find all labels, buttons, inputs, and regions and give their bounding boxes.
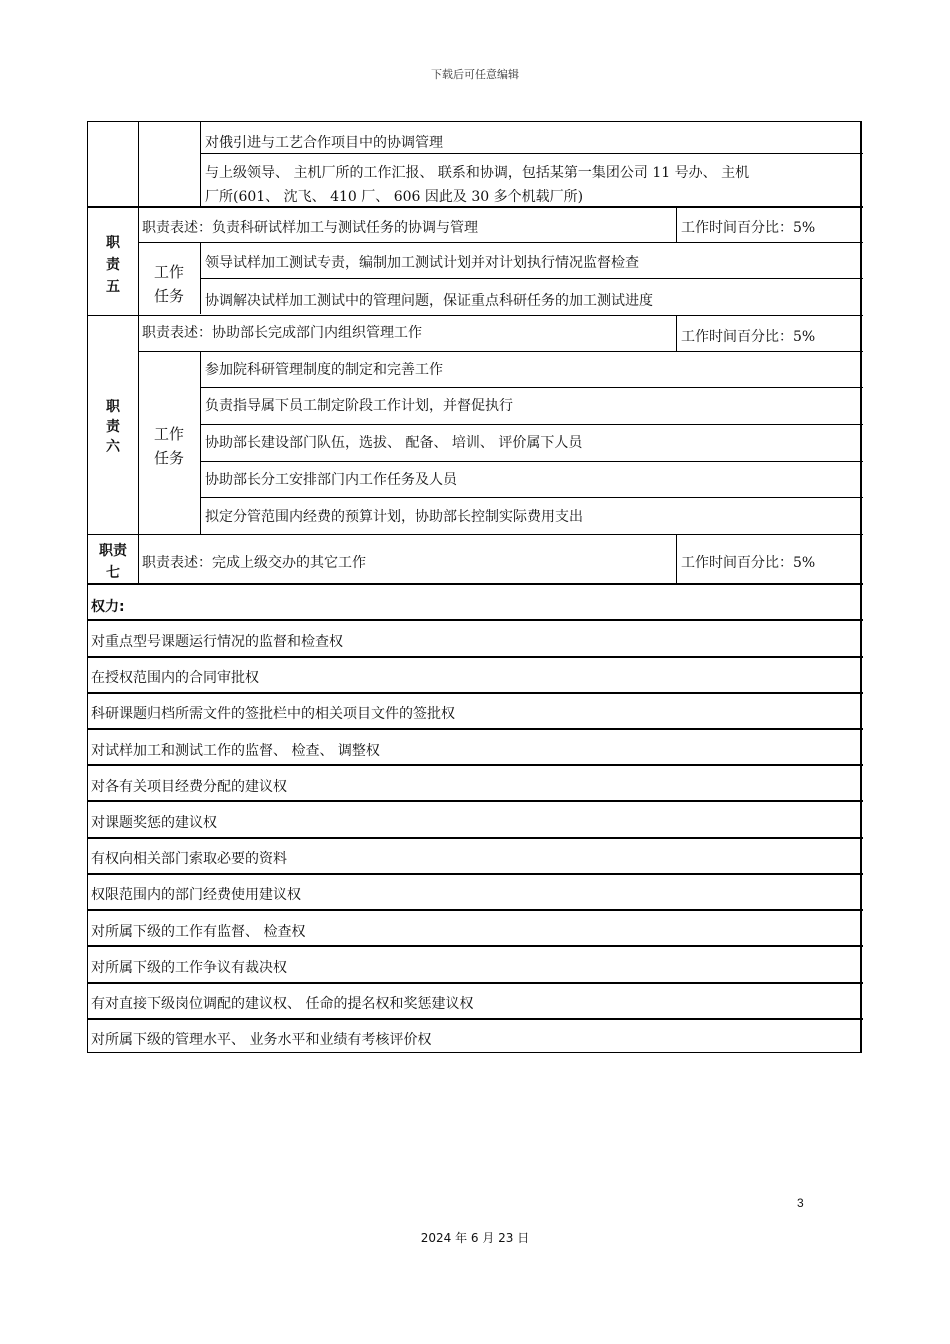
power-item: 对各有关项目经费分配的建议权 xyxy=(91,779,287,795)
divider xyxy=(138,242,863,243)
power-item: 对所属下级的管理水平、 业务水平和业绩有考核评价权 xyxy=(91,1032,432,1048)
page-header: 下载后可任意编辑 xyxy=(431,68,519,81)
task-item: 厂所(601、 沈飞、 410 厂、 606 因此及 30 多个机载厂所) xyxy=(205,189,584,205)
page-number: 3 xyxy=(797,1196,804,1210)
power-item: 对课题奖惩的建议权 xyxy=(91,815,217,831)
task-item: 协助部长建设部门队伍，选拔、 配备、 培训、 评价属下人员 xyxy=(205,435,583,451)
divider xyxy=(676,207,677,242)
divider xyxy=(88,945,863,947)
powers-title: 权力: xyxy=(91,599,125,615)
duty-5-description: 职责表述：负责科研试样加工与测试任务的协调与管理 xyxy=(142,220,478,236)
power-item: 对所属下级的工作有监督、 检查权 xyxy=(91,924,306,940)
divider xyxy=(88,873,863,875)
divider xyxy=(88,656,863,658)
divider xyxy=(676,534,677,584)
footer-date: 2024 年 6 月 23 日 xyxy=(420,1231,530,1245)
divider xyxy=(200,387,863,388)
task-item: 对俄引进与工艺合作项目中的协调管理 xyxy=(205,135,443,151)
duty-6-task-label: 工作 任务 xyxy=(153,425,184,467)
power-item: 权限范围内的部门经费使用建议权 xyxy=(91,887,301,903)
divider xyxy=(200,497,863,498)
divider xyxy=(138,122,139,584)
power-item: 对重点型号课题运行情况的监督和检查权 xyxy=(91,634,343,650)
divider xyxy=(88,982,863,984)
divider xyxy=(200,424,863,425)
power-item: 有对直接下级岗位调配的建议权、 任命的提名权和奖惩建议权 xyxy=(91,996,474,1012)
divider xyxy=(200,153,863,154)
divider xyxy=(138,351,863,352)
divider xyxy=(88,1018,863,1020)
divider xyxy=(88,315,863,316)
divider xyxy=(200,122,201,207)
divider xyxy=(88,692,863,694)
divider xyxy=(200,351,201,534)
duty-5-label: 职 责 五 xyxy=(106,235,120,295)
duty-5-task-label: 工作 任务 xyxy=(153,263,184,305)
power-item: 在授权范围内的合同审批权 xyxy=(91,670,259,686)
task-item: 拟定分管范围内经费的预算计划，协助部长控制实际费用支出 xyxy=(205,509,583,525)
task-item: 与上级领导、 主机厂所的工作汇报、 联系和协调，包括某第一集团公司 11 号办、 主机 xyxy=(205,165,750,181)
divider xyxy=(88,837,863,839)
divider xyxy=(200,278,863,279)
power-item: 有权向相关部门索取必要的资料 xyxy=(91,851,287,867)
divider xyxy=(88,534,863,535)
divider xyxy=(88,206,863,208)
divider xyxy=(88,583,863,585)
power-item: 对所属下级的工作争议有裁决权 xyxy=(91,960,287,976)
duty-7-percent: 工作时间百分比：5% xyxy=(681,555,816,571)
task-item: 负责指导属下员工制定阶段工作计划，并督促执行 xyxy=(205,398,513,414)
duty-6-label: 职 责 六 xyxy=(106,399,120,455)
divider xyxy=(200,461,863,462)
duty-7-label: 职责 七 xyxy=(99,543,127,581)
duty-table xyxy=(87,121,862,1053)
divider xyxy=(88,909,863,911)
power-item: 科研课题归档所需文件的签批栏中的相关项目文件的签批权 xyxy=(91,706,455,722)
duty-6-percent: 工作时间百分比：5% xyxy=(681,329,816,345)
divider xyxy=(676,315,677,351)
duty-6-description: 职责表述：协助部长完成部门内组织管理工作 xyxy=(142,325,422,341)
task-item: 领导试样加工测试专责，编制加工测试计划并对计划执行情况监督检查 xyxy=(205,255,639,271)
task-item: 协助部长分工安排部门内工作任务及人员 xyxy=(205,472,457,488)
duty-5-percent: 工作时间百分比：5% xyxy=(681,220,816,236)
divider xyxy=(88,728,863,730)
task-item: 协调解决试样加工测试中的管理问题，保证重点科研任务的加工测试进度 xyxy=(205,293,653,309)
divider xyxy=(88,800,863,802)
divider xyxy=(88,619,863,621)
divider xyxy=(88,764,863,766)
task-item: 参加院科研管理制度的制定和完善工作 xyxy=(205,362,443,378)
power-item: 对试样加工和测试工作的监督、 检查、 调整权 xyxy=(91,743,380,759)
duty-7-description: 职责表述：完成上级交办的其它工作 xyxy=(142,555,366,571)
